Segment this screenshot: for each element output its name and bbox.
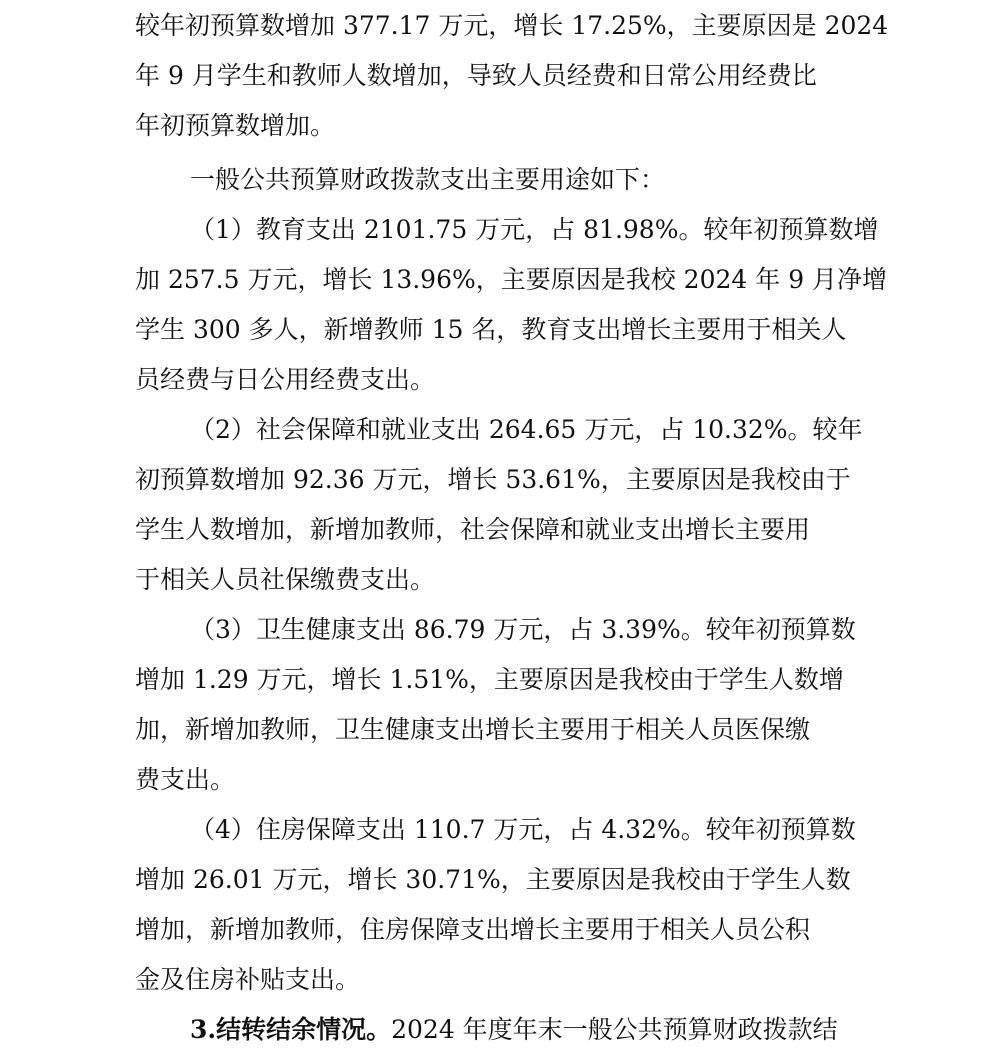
text-line-9: （2）社会保障和就业支出 264.65 万元，占 10.32%。较年 (190, 415, 863, 444)
text-line-2: 年 9 月学生和教师人数增加，导致人员经费和日常公用经费比 (135, 61, 817, 90)
text-line-17: （4）住房保障支出 110.7 万元，占 4.32%。较年初预算数 (190, 815, 856, 844)
text-line-7: 学生 300 多人，新增教师 15 名，教育支出增长主要用于相关人 (135, 315, 847, 344)
text-line-15: 加，新增加教师，卫生健康支出增长主要用于相关人员医保缴 (135, 715, 811, 744)
section-heading: 3.结转结余情况。 (190, 1015, 392, 1044)
text-line-1: 较年初预算数增加 377.17 万元，增长 17.25%，主要原因是 2024 (135, 11, 889, 40)
text-line-20: 金及住房补贴支出。 (135, 965, 361, 994)
text-line-16: 费支出。 (135, 765, 236, 794)
text-line-18: 增加 26.01 万元，增长 30.71%，主要原因是我校由于学生人数 (135, 865, 851, 894)
text-line-6: 加 257.5 万元，增长 13.96%，主要原因是我校 2024 年 9 月净增 (135, 265, 888, 294)
text-line-12: 于相关人员社保缴费支出。 (135, 565, 436, 594)
text-line-14: 增加 1.29 万元，增长 1.51%，主要原因是我校由于学生人数增 (135, 665, 844, 694)
text-line-4: 一般公共预算财政拨款支出主要用途如下： (190, 165, 666, 194)
text-line-19: 增加，新增加教师，住房保障支出增长主要用于相关人员公积 (135, 915, 811, 944)
text-line-8: 员经费与日公用经费支出。 (135, 365, 436, 394)
text-line-3: 年初预算数增加。 (135, 111, 336, 140)
text-line-21 (190, 1005, 838, 1055)
text-line-11: 学生人数增加，新增加教师，社会保障和就业支出增长主要用 (135, 515, 811, 544)
text-line-5: （1）教育支出 2101.75 万元，占 81.98%。较年初预算数增 (190, 215, 879, 244)
text-line-13: （3）卫生健康支出 86.79 万元，占 3.39%。较年初预算数 (190, 615, 856, 644)
text-line-10: 初预算数增加 92.36 万元，增长 53.61%，主要原因是我校由于 (135, 465, 851, 494)
section-text: 2024 年度年末一般公共预算财政拨款结 (391, 1015, 838, 1044)
